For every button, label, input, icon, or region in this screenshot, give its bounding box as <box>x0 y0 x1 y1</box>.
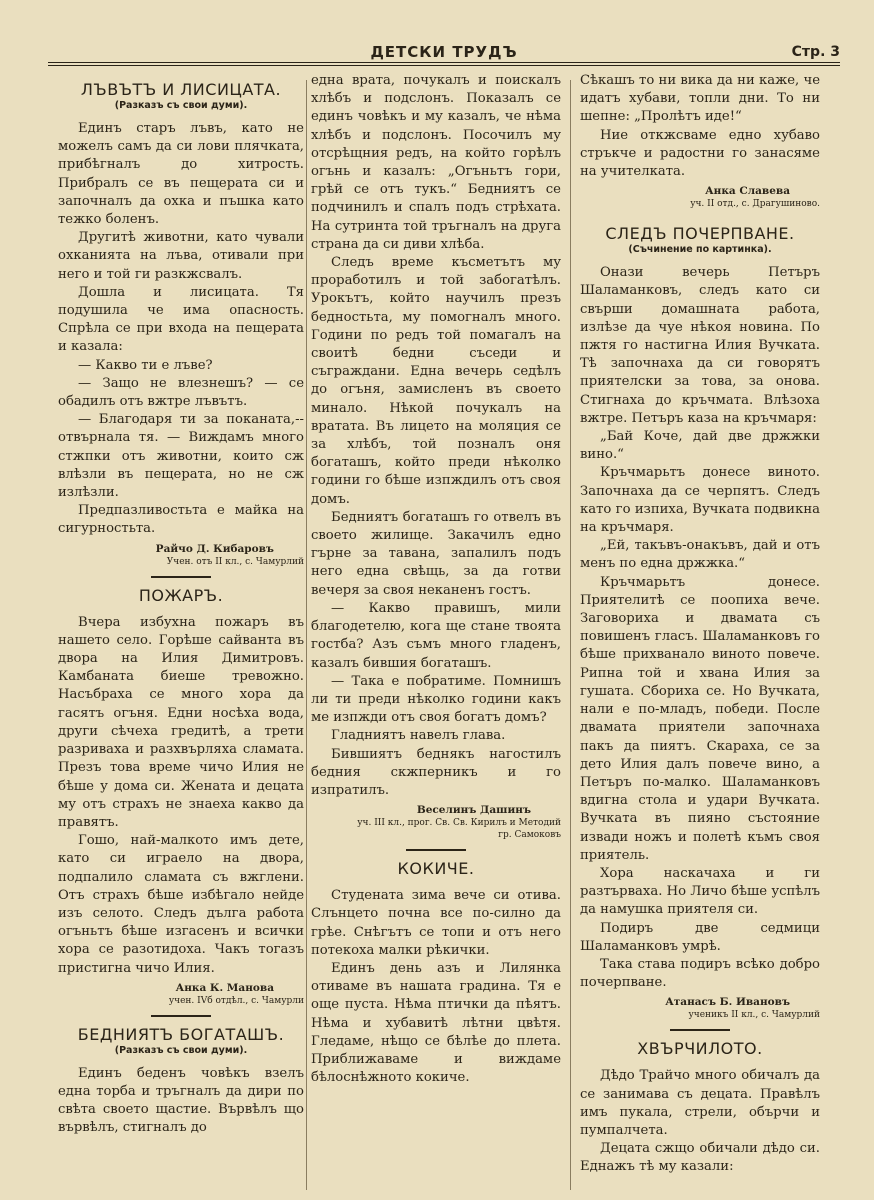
paragraph: Бедниятъ богаташъ го отвелъ въ своето жилище. Закачилъ едно гърне за тавана, запалилъ подъ него една свѣщь, за да готви вечеря за своя неканенъ гостъ. <box>311 509 561 598</box>
author-affiliation: учен. IVб отдѣл., с. Чамурли <box>168 995 304 1006</box>
paragraph: Подиръ две седмици Шаламанковъ умрѣ. <box>580 920 820 954</box>
author-affiliation: гр. Самоковъ <box>498 830 561 841</box>
story-title: ПОЖАРЪ. <box>138 585 224 605</box>
spacer <box>580 1059 820 1067</box>
author-signature: Анка Славева <box>705 185 790 198</box>
author-affiliation: уч. II отд., с. Драгушиново. <box>690 199 820 210</box>
paragraph: Единъ беденъ човѣкъ взелъ една торба и тръгналъ да дири по свѣта своето щастие. Вървѣлъ що вървѣлъ, стигналъ до <box>58 1065 304 1136</box>
paragraph: — Какво ти е лъве? <box>78 357 213 373</box>
paragraph: Предпазливостьта е майка на сигурностьта. <box>58 503 304 537</box>
paragraph: — Какво правишъ, мили благодетелю, кога ще стане твоята гостба? Азъ съмъ много гладенъ, казалъ бившия богаташъ. <box>311 600 561 671</box>
story-title: ЛЪВЪТЪ И ЛИСИЦАТА. <box>80 80 282 99</box>
author-affiliation: ученикъ II кл., с. Чамурлий <box>688 1010 820 1021</box>
separator <box>406 849 466 851</box>
column-3 <box>580 72 820 1200</box>
paragraph: Дошла и лисицата. Тя подушила че има опасность. Спрѣла се при входа на пещерата и казала: <box>58 284 304 355</box>
paragraph: Кръчмарьтъ донесе. Приятелитѣ се поопиха вече. Заговориха и двамата съ повишенъ гласъ. Шаламанковъ го бѣше прихванало виното повече. Рипна той и хвана Илия за гушата. Сбориха се. Но Вучката, нали е по-младъ, победи. После двамата приятели започнаха пакъ да пиятъ. Скараха, се за дето Илия далъ повече вино, а Петъръ по-малко. Шаламанковъ вдигна стола и удари Вучката. Вучката въ пияно състояние извади ножъ и полетѣ къмъ своя приятель. <box>580 574 820 863</box>
paragraph: Вчера избухна пожаръ въ нашето село. Горѣше сайванта въ двора на Илия Димитровъ. Камбаната биеше тревожно. Насъбраха се много хора да гасятъ огъня. Едни носѣха вода, други сѣчеха гредитѣ, а трети разриваха и разхвърляха сламата. Презъ това време чичо Илия не бѣше у дома си. Жената и децата му отъ страхъ не знаеха какво да правятъ. <box>58 614 304 830</box>
paragraph: Единъ день азъ и Лилянка отиваме въ нашата градина. Тя е още пуста. Нѣма птички да пѣятъ. Нѣма и хубавитѣ лѣтни цвѣтя. Гледаме, нѣщо се бѣлѣе до плета. Приближаваме и виждаме бѣлоснѣжното кокиче. <box>311 960 561 1086</box>
paragraph: Дѣдо Трайчо много обичалъ да се занимава съ децата. Правѣлъ имъ пукала, стрели, обърчи и пумпалчета. <box>580 1068 820 1138</box>
paragraph: Единъ старъ лъвъ, като не можелъ самъ да си лови плячката, прибѣгналъ до хитрость. Прибралъ се въ пещерата си и започналъ да охка и пъшка като тежко боленъ. <box>58 121 304 228</box>
paragraph: — Защо не влезнешъ? — се обадилъ отъ вжтре лъвътъ. <box>58 375 304 410</box>
column-divider <box>306 80 307 1190</box>
paragraph: Сѣкашъ то ни вика да ни каже, че идатъ хубави, топли дни. То ни шепне: „Пролѣтъ иде!“ <box>580 73 820 125</box>
paragraph: Бившиятъ беднякъ нагостилъ бедния скжперникъ и го изпратилъ. <box>311 746 561 798</box>
newspaper-title: ДЕТСКИ ТРУДЪ <box>370 43 518 61</box>
paragraph: Гладниятъ навелъ глава. <box>331 728 506 744</box>
columns <box>48 72 840 1200</box>
paragraph: „Бай Коче, дай две држжки вино.“ <box>580 429 820 463</box>
paragraph: Онази вечерь Петъръ Шаламанковъ, следъ като си свърши домашната работа, излѣзе да чуе нѣкоя новина. По пжтя го настигна Илия Вучката. Тѣ започнаха да си говорятъ приятелски за това, за онова. Стигнаха до кръчмата. Влѣзоха вжтре. Петъръ каза на кръчмаря: <box>580 265 820 426</box>
paragraph: — Благодаря ти за поканата,-- отвърнала тя. — Виждамъ много стжпки отъ животни, които сж влѣзли въ пещерата, но не сж излѣзли. <box>58 412 304 501</box>
paragraph: Другитѣ животни, като чували охканията на лъва, отивали при него и той ги разкжсвалъ. <box>58 230 304 282</box>
paragraph: — Така е побратиме. Помнишъ ли ти преди нѣколко години какъ ме изпжди отъ своя богатъ домъ? <box>311 673 561 726</box>
author-signature: Веселинъ Дашинъ <box>416 804 531 817</box>
author-signature: Анка К. Манова <box>175 981 274 994</box>
story-title: СЛЕДЪ ПОЧЕРПВАНЕ. <box>605 224 795 244</box>
header-rule <box>48 62 840 66</box>
author-signature: Атанасъ Б. Ивановъ <box>665 996 790 1009</box>
story-title: БЕДНИЯТЪ БОГАТАШЪ. <box>77 1024 285 1044</box>
paragraph: Ние откжсваме едно хубаво стръкче и радостни го занасяме на учителката. <box>580 127 820 180</box>
column-divider <box>570 80 571 1190</box>
story-title: ХВЪРЧИЛОТО. <box>637 1039 763 1059</box>
story-subtitle: (Съчинение по картинка). <box>628 244 772 256</box>
paragraph: Гошо, най-малкото имъ дете, като си играело на двора, подпалило сламата съ вжглени. Отъ страхъ бѣше избѣгало нейде изъ селото. Следъ дълга работа огъньтъ бѣше изгасенъ и всички хора се разотидоха. Чакъ тогазъ пристигна чичо Илия. <box>58 833 304 976</box>
separator <box>151 1015 211 1017</box>
author-affiliation: Учен. отъ II кл., с. Чамурлий <box>166 556 304 567</box>
paragraph: Така става подиръ всѣко добро почерпване. <box>580 956 820 991</box>
separator <box>151 576 211 578</box>
author-affiliation: уч. III кл., прог. Св. Св. Кирилъ и Методий <box>357 818 561 829</box>
page-number: Стр. 3 <box>791 44 840 60</box>
story-title: КОКИЧЕ. <box>397 859 475 879</box>
column-1 <box>58 72 304 1200</box>
paragraph: Студената зима вече си отива. Слънцето почна все по-силно да грѣе. Снѣгътъ се топи и отъ него потекоха малки рѣкички. <box>311 888 561 958</box>
paragraph: „Ей, такъвъ-онакъвъ, дай и отъ менъ по една држжка.“ <box>580 538 820 572</box>
page-header <box>48 40 840 64</box>
paragraph: Кръчмарьтъ донесе виното. Започнаха да се черпятъ. Следъ като го изпиха, Вучката подвикна на кръчмаря. <box>580 465 820 536</box>
paragraph: Следъ време късметътъ му проработилъ и той забогатѣлъ. Урокътъ, който научилъ презъ бедностьта, му помогналъ много. Години по редъ той помагалъ на своитѣ бедни съседи и съграждани. Една вечерь седѣлъ до огъня, замисленъ въ своето минало. Нѣкой почукалъ на вратата. Въ лицето на моляция се за хлѣбъ, той позналъ оня богаташъ, който преди нѣколко години го бѣше изпждилъ отъ своя домъ. <box>311 255 561 507</box>
story-subtitle: (Разказъ съ свои думи). <box>114 100 248 111</box>
spacer <box>311 879 561 887</box>
spacer <box>58 606 304 614</box>
paragraph: Хора наскачаха и ги разтърваха. Но Личо бѣше успѣлъ да намушка приятеля си. <box>580 865 820 918</box>
paragraph: една врата, почукалъ и поискалъ хлѣбъ и подслонъ. Показалъ се единъ човѣкъ и му казалъ, че нѣма хлѣбъ и подслонъ. Посочилъ му отсрѣщния редъ, на който горѣлъ огънь и казалъ: „Огъньтъ гори, грѣй се отъ тукъ.“ Бедниятъ се подчинилъ и спалъ подъ стрѣхата. На сутринта той тръгналъ на друга страна да си диви хлѣба. <box>311 73 561 252</box>
story-subtitle: (Разказъ съ свои думи). <box>114 1044 248 1056</box>
column-2 <box>311 72 561 1200</box>
author-signature: Райчо Д. Кибаровъ <box>155 542 274 555</box>
separator <box>670 1029 730 1031</box>
paragraph: Децата сжщо обичали дѣдо си. Еднажъ тѣ му казали: <box>580 1141 820 1175</box>
